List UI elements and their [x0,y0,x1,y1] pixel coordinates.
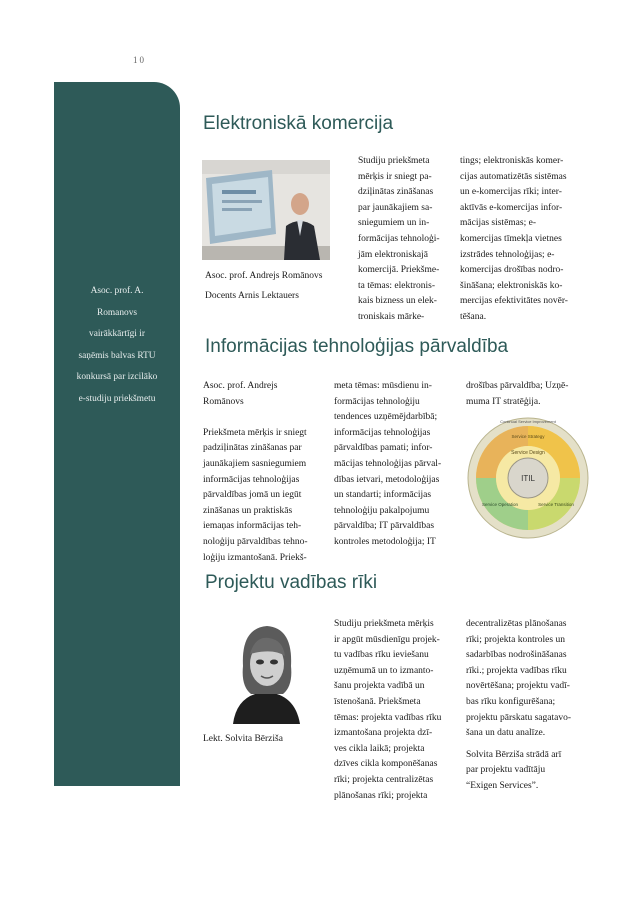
text-line: tēmas: projekta vadības rīku [334,712,442,723]
text-line: pārvaldības pamati; infor- [334,443,433,454]
section-title-project-tools: Projektu vadības rīki [205,572,378,593]
text-line: rīki; projekta centralizētas [334,774,434,785]
text-line: sniegumiem un in- [358,218,430,229]
text-line: ir apgūt mūsdienīgu projek- [334,634,440,645]
text-line: projektu pārskatu sagatavo- [466,712,571,723]
text-line: plānošanas rīki; projekta [334,790,428,801]
sidebar-award-note [58,281,176,410]
text-line: formācijas tehnoloģiju [334,396,420,407]
text-line: īstenošanā. Priekšmeta [334,696,421,707]
caption-line: Docents Arnis Lektauers [205,290,299,301]
text-line: dziļinātas zināšanas [358,187,434,198]
sidebar-line: saņēmis balvas RTU [78,350,156,361]
text-line: informācijas tehnoloģijas [334,427,431,438]
text-line: mercijas efektivitātes novēr- [460,296,568,307]
text-line: Solvita Bērziša strādā arī [466,749,562,760]
text-line: jaunākajiem sasniegumiem [203,458,307,469]
text-line: troniskais mārke- [358,311,425,322]
text-column [334,379,441,551]
text-line: Romānovs [203,396,244,407]
text-column [203,379,307,566]
text-line: noloģiju pārvaldības tehno- [203,536,308,547]
text-line: informācijas tehnoloģijas [203,474,300,485]
text-line: novērtēšana; projektu vadī- [466,681,570,692]
text-line: par projektu vadītāju [466,765,546,776]
text-line: rīki.; projekta vadības rīku [466,665,567,676]
text-line: šināšana; elektroniskās ko- [460,280,563,291]
text-line: uzņēmumā un to izmanto- [334,665,434,676]
photo-caption [205,269,322,304]
text-line: un e-komercijas rīki; inter- [460,187,562,198]
itil-segment-label: Service Design [511,450,545,456]
text-line: kontroles metodoloģija; IT [334,536,436,547]
page-number: 10 [133,55,146,65]
text-line: pārvaldība; IT pārvaldības [334,521,435,532]
text-line: mācijas sistēmas; e- [460,218,536,229]
text-line: komercijas tīmekļa vietnes [460,233,562,244]
text-column [358,154,440,326]
text-line: zināšanas un praktiskās [203,505,293,516]
text-line: dības ietvari, metodoloģijas [334,474,440,485]
text-line: rīki; projekta kontroles un [466,634,565,645]
text-line: komercijā. Priekšme- [358,265,440,276]
text-column [466,617,571,795]
text-column [466,379,568,410]
text-line: meta tēmas: mūsdienu in- [334,381,432,391]
sidebar-line: Asoc. prof. A. [90,286,144,296]
sidebar-line: Romanovs [96,307,138,318]
text-line: un standarti; informācijas [334,490,432,501]
text-line: Studiju priekšmeta mērķis [334,619,434,629]
text-line: kais bizness un elek- [358,296,437,307]
sidebar-line: konkursā par izcilāko [76,372,158,382]
sidebar-line: vairākkārtīgi ir [89,329,145,339]
itil-lifecycle-diagram [464,414,592,542]
text-line: komercijas drošības nodro- [460,265,564,276]
text-line: “Exigen Services”. [466,780,539,791]
text-line: cijas automatizētās sistēmas [460,171,567,182]
photo-caption [203,732,283,748]
text-line: par jaunākajiem sa- [358,202,433,213]
itil-segment-label: Service Strategy [511,434,545,439]
text-line: jām elektroniskajā [358,249,428,260]
caption-line: Lekt. Solvita Bērziša [203,734,283,744]
text-line: decentralizētas plānošanas [466,619,567,629]
text-line: Studiju priekšmeta [358,156,430,166]
text-line: sadarbības nodrošināšanas [466,650,567,661]
text-line: tings; elektroniskās komer- [460,156,564,166]
section-title-it-governance: Informācijas tehnoloģijas pārvaldība [205,336,509,357]
text-line: loģiju izmantošanā. Priekš- [203,552,307,563]
text-line: ta tēmas: elektronis- [358,280,436,291]
text-line: tēšana. [460,311,487,322]
lecturer-photo [202,160,330,260]
text-line: Asoc. prof. Andrejs [203,381,278,391]
text-line: tehnoloģiju pakalpojumu [334,505,430,516]
text-line: dzīves cikla komponēšanas [334,759,438,770]
text-line: izmantošana projekta dzī- [334,728,433,739]
text-line: tendences uzņēmējdarbībā; [334,412,438,423]
lecturer-portrait [203,614,330,724]
caption-line: Asoc. prof. Andrejs Romānovs [205,271,323,281]
sidebar-line: e-studiju priekšmetu [78,393,156,404]
text-line: padziļinātas zināšanas par [203,443,302,454]
sidebar-panel [54,82,180,786]
text-column [334,617,441,804]
text-line: tu vadības rīku ieviešanu [334,650,429,661]
text-line: šana un datu analīze. [466,728,546,739]
text-line: pārvaldības jomā un iegūt [203,490,302,501]
text-line: bas rīku konfigurēšana; [466,696,556,707]
text-line: mācijas tehnoloģijas pārval- [334,458,442,469]
text-line: izstrādes tehnoloģijas; e- [460,249,555,260]
text-line: šanu projekta vadībā un [334,681,425,692]
text-column [460,154,568,326]
text-line [203,410,307,426]
itil-center-label: ITIL [521,474,535,483]
section-title-e-commerce: Elektroniskā komercija [203,113,394,134]
itil-segment-label: Continual Service Improvement [500,419,556,424]
text-line: muma IT stratēģija. [466,396,541,407]
itil-segment-label: Service Operation [481,502,519,507]
text-line: formācijas tehnoloģi- [358,233,440,244]
text-line: mērķis ir sniegt pa- [358,171,432,182]
text-line: iemaņas informācijas teh- [203,521,302,532]
text-line: ves cikla laikā; projekta [334,743,425,754]
text-line: aktīvās e-komercijas infor- [460,202,563,213]
itil-segment-label: Service Transition [538,502,574,507]
text-line: Priekšmeta mērķis ir sniegt [203,427,307,438]
text-line: drošības pārvaldība; Uzņē- [466,381,569,391]
